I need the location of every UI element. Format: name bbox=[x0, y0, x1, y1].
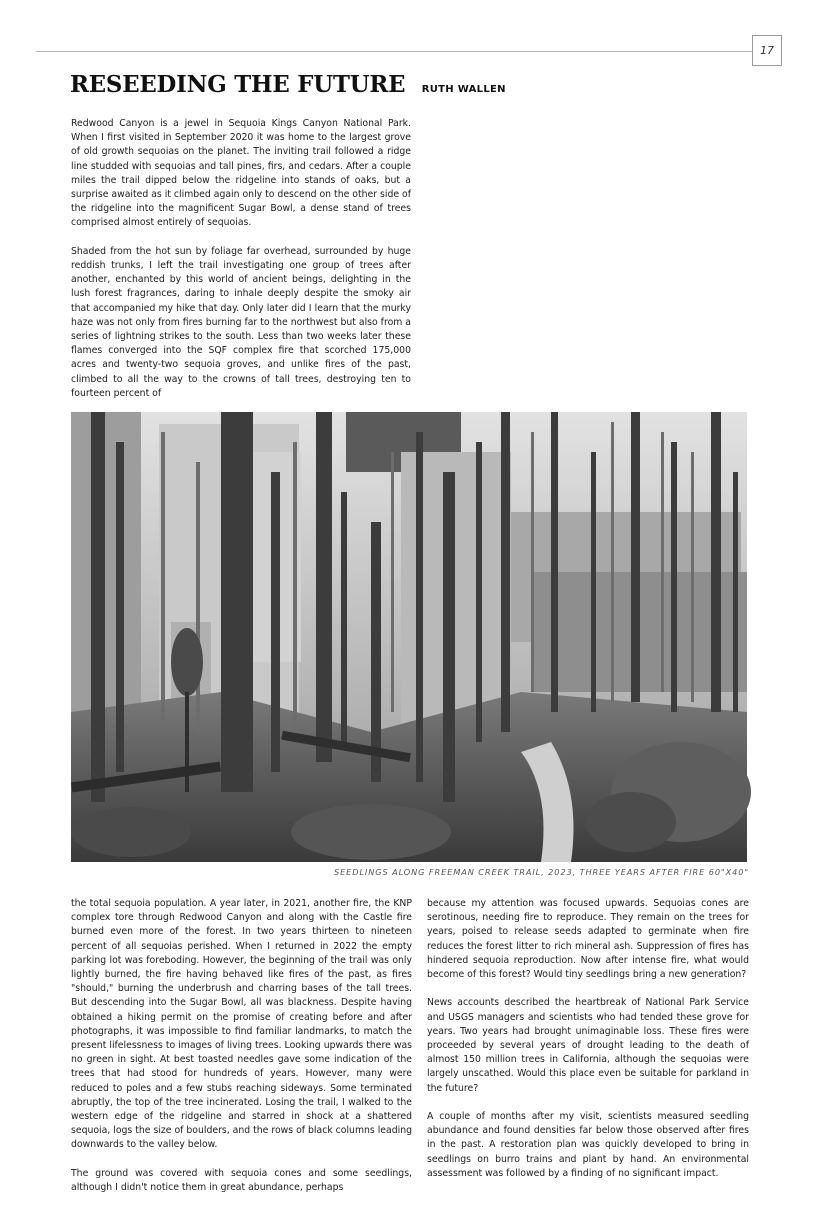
photo-caption: SEEDLINGS ALONG FREEMAN CREEK TRAIL, 2023, THREE YEARS AFTER FIRE 60"X40" bbox=[334, 867, 749, 877]
forest-collage-photo bbox=[71, 412, 747, 862]
page-number: 17 bbox=[752, 35, 782, 66]
intro-text-column bbox=[71, 117, 411, 399]
paragraph: A couple of months after my visit, scientists measured seedling abundance and found densities far below those observed after fires in the past. A restoration plan was quickly developed to bring in seedlings on burro trains and plant by hand. An environmental assessment was followed by a finding of no significant impact. bbox=[427, 1111, 749, 1179]
article-author: RUTH WALLEN bbox=[421, 84, 506, 95]
article-title: RESEEDING THE FUTURE bbox=[70, 70, 406, 98]
paragraph: News accounts described the heartbreak of National Park Service and USGS managers and scientists who had tended these grove for years. Two years had brought unimaginable loss. These fires were proceeded by several years of drought leading to the death of almost 150 million trees in California, although the sequoias were largely unscathed. Would this place even be suitable for parkland in the future? bbox=[427, 997, 749, 1094]
body-text-right-column bbox=[427, 897, 749, 1187]
article-heading bbox=[70, 70, 506, 98]
paragraph: The ground was covered with sequoia cones and some seedlings, although I didn't notice them in great abundance, perhaps bbox=[71, 1167, 412, 1194]
body-text-left-column bbox=[71, 897, 412, 1194]
paragraph: Redwood Canyon is a jewel in Sequoia Kings Canyon National Park. When I first visited in September 2020 it was home to the largest grove of old growth sequoias on the planet. The inviting trail followed a ridge line studded with sequoias and tall pines, firs, and cedars. After a couple miles the trail dipped below the ridgeline into stands of oaks, but a surprise awaited as it climbed again only to descend on the other side of the ridgeline into the magnificent Sugar Bowl, a dense stand of trees comprised almost entirely of sequoias. bbox=[71, 118, 411, 229]
paragraph: Shaded from the hot sun by foliage far overhead, surrounded by huge reddish trunks, I left the trail investigating one group of trees after another, enchanted by this world of ancient beings, delighting in the lush forest fragrances, daring to inhale deeply despite the smoky air that accompanied my hike that day. Only later did I learn that the murky haze was not only from fires burning far to the northwest but also from a series of lightning strikes to the south. Less than two weeks later these flames converged into the SQF complex fire that scorched 175,000 acres and twenty-two sequoia groves, and unlike fires of the past, climbed to all the way to the crowns of tall trees, destroying ten to fourteen percent of bbox=[71, 245, 411, 399]
paragraph: because my attention was focused upwards. Sequoias cones are serotinous, needing fire to reproduce. They remain on the trees for years, poised to release seeds adapted to germinate when fire reduces the forest litter to rich mineral ash. Suppression of fires has hindered sequoia reproduction. Now after intense fire, what would become of this forest? Would tiny seedlings bring a new generation? bbox=[427, 898, 749, 981]
header-rule bbox=[36, 51, 752, 52]
paragraph: the total sequoia population. A year later, in 2021, another fire, the KNP complex tore through Redwood Canyon and along with the Castle fire burned even more of the forest. In two years thirteen to nineteen percent of all sequoias perished. When I returned in 2022 the empty parking lot was foreboding. However, the beginning of the trail was only lightly burned, the fire having behaved like fires of the past, as fires "should," burning the underbrush and charring bases of the tall trees. But descending into the Sugar Bowl, all was blackness. Despite having obtained a hiking permit on the promise of creating before and after photographs, it was impossible to find familiar landmarks, to match the present lifelessness to images of living trees. Looking upwards there was no green in sight. At best toasted needles gave some indication of the trees that had stood for hundreds of years. However, many were reduced to poles and a few stubs reaching sideways. Some terminated abruptly, the top of the tree incinerated. Losing the trail, I walked to the western edge of the ridgeline and starred in shock at a shattered sequoia, logs the size of boulders, and the rows of black columns leading downwards to the valley below. bbox=[71, 898, 412, 1151]
